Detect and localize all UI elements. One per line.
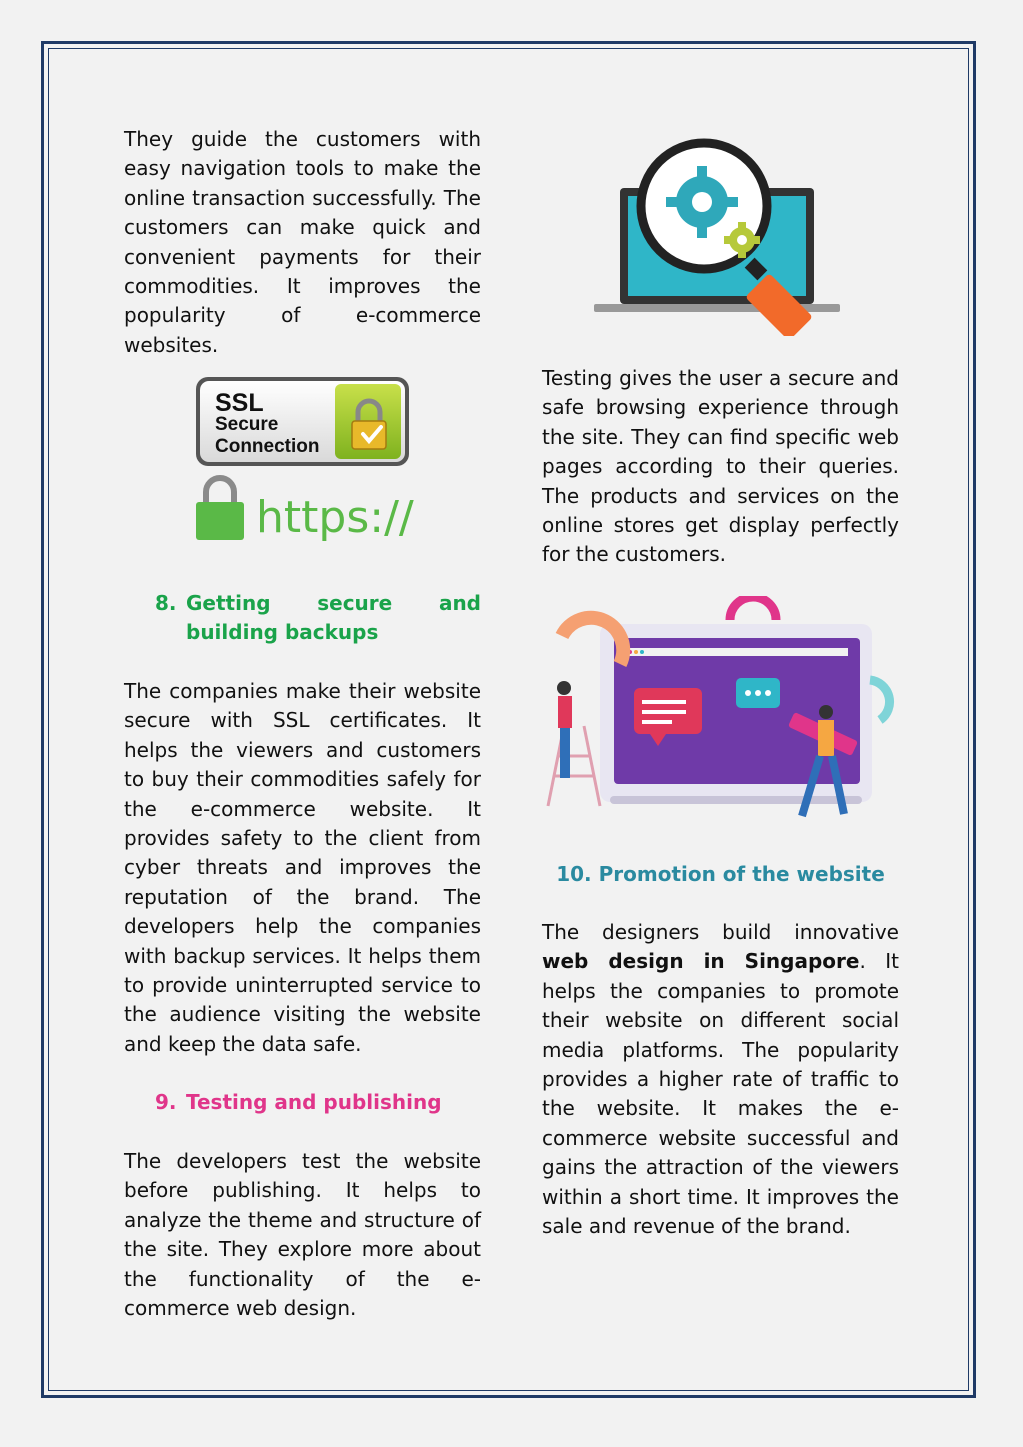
right-column-promotion bbox=[542, 918, 899, 1241]
paragraph-security: The companies make their website secure with SSL certificates. It helps the viewers and customers to buy their commodities safely for the e-commerce website. It provides safety to the client from cyber threats and improves the reputation of the brand. The developers help the companies with backup services. It helps them to provide uninterrupted service to the audience visiting the website and keep the data safe. bbox=[124, 679, 481, 1056]
heading-text: Getting secure and building backups bbox=[186, 591, 481, 645]
ssl-label: SSL bbox=[215, 389, 264, 417]
left-column-middle bbox=[124, 589, 481, 648]
left-column-top bbox=[124, 125, 481, 360]
right-column-testing bbox=[542, 364, 899, 570]
ssl-secure-connection-badge bbox=[195, 376, 411, 468]
heading-promotion: 10. Promotion of the website bbox=[556, 862, 885, 886]
paragraph-testing: The developers test the website before publishing. It helps to analyze the theme and structure of the site. They explore more about the functionality of the e-commerce web design. bbox=[124, 1149, 481, 1321]
paragraph-promotion bbox=[542, 918, 899, 1241]
promotion-keyword: web design in Singapore bbox=[542, 949, 860, 974]
https-lock-graphic bbox=[194, 474, 414, 544]
heading-text: Testing and publishing bbox=[186, 1090, 442, 1114]
left-column-testing-heading bbox=[124, 1088, 481, 1117]
website-design-illustration bbox=[540, 596, 902, 832]
https-text: https:// bbox=[256, 492, 414, 543]
secure-label: Secure bbox=[215, 414, 279, 435]
heading-testing-publishing bbox=[124, 1088, 481, 1117]
right-column-promotion-heading bbox=[542, 860, 899, 889]
heading-number: 8. bbox=[155, 591, 177, 615]
padlock-icon bbox=[196, 478, 244, 540]
promotion-text-start: The designers build innovative bbox=[542, 920, 899, 944]
left-column-testing bbox=[124, 1147, 481, 1323]
left-column-security bbox=[124, 677, 481, 1059]
heading-secure-backups bbox=[124, 589, 481, 648]
heading-number: 9. bbox=[155, 1090, 177, 1114]
paragraph-navigation: They guide the customers with easy navigation tools to make the online transaction successfully. The customers can make quick and convenient payments for their commodities. It improves the popularity of e-commerce websites. bbox=[124, 127, 481, 357]
paragraph-browsing: Testing gives the user a secure and safe browsing experience through the site. They can find specific web pages according to their queries. The products and services on the online stores get display perfectly for the customers. bbox=[542, 366, 899, 567]
connection-label: Connection bbox=[215, 436, 320, 457]
promotion-text-end: . It helps the companies to promote their website on different social media platforms. The popularity provides a higher rate of traffic to the website. It makes the e-commerce website successful and gains the attraction of the viewers within a short time. It improves the sale and revenue of the brand. bbox=[542, 949, 899, 1239]
magnifier-gears-laptop-illustration bbox=[592, 136, 844, 336]
